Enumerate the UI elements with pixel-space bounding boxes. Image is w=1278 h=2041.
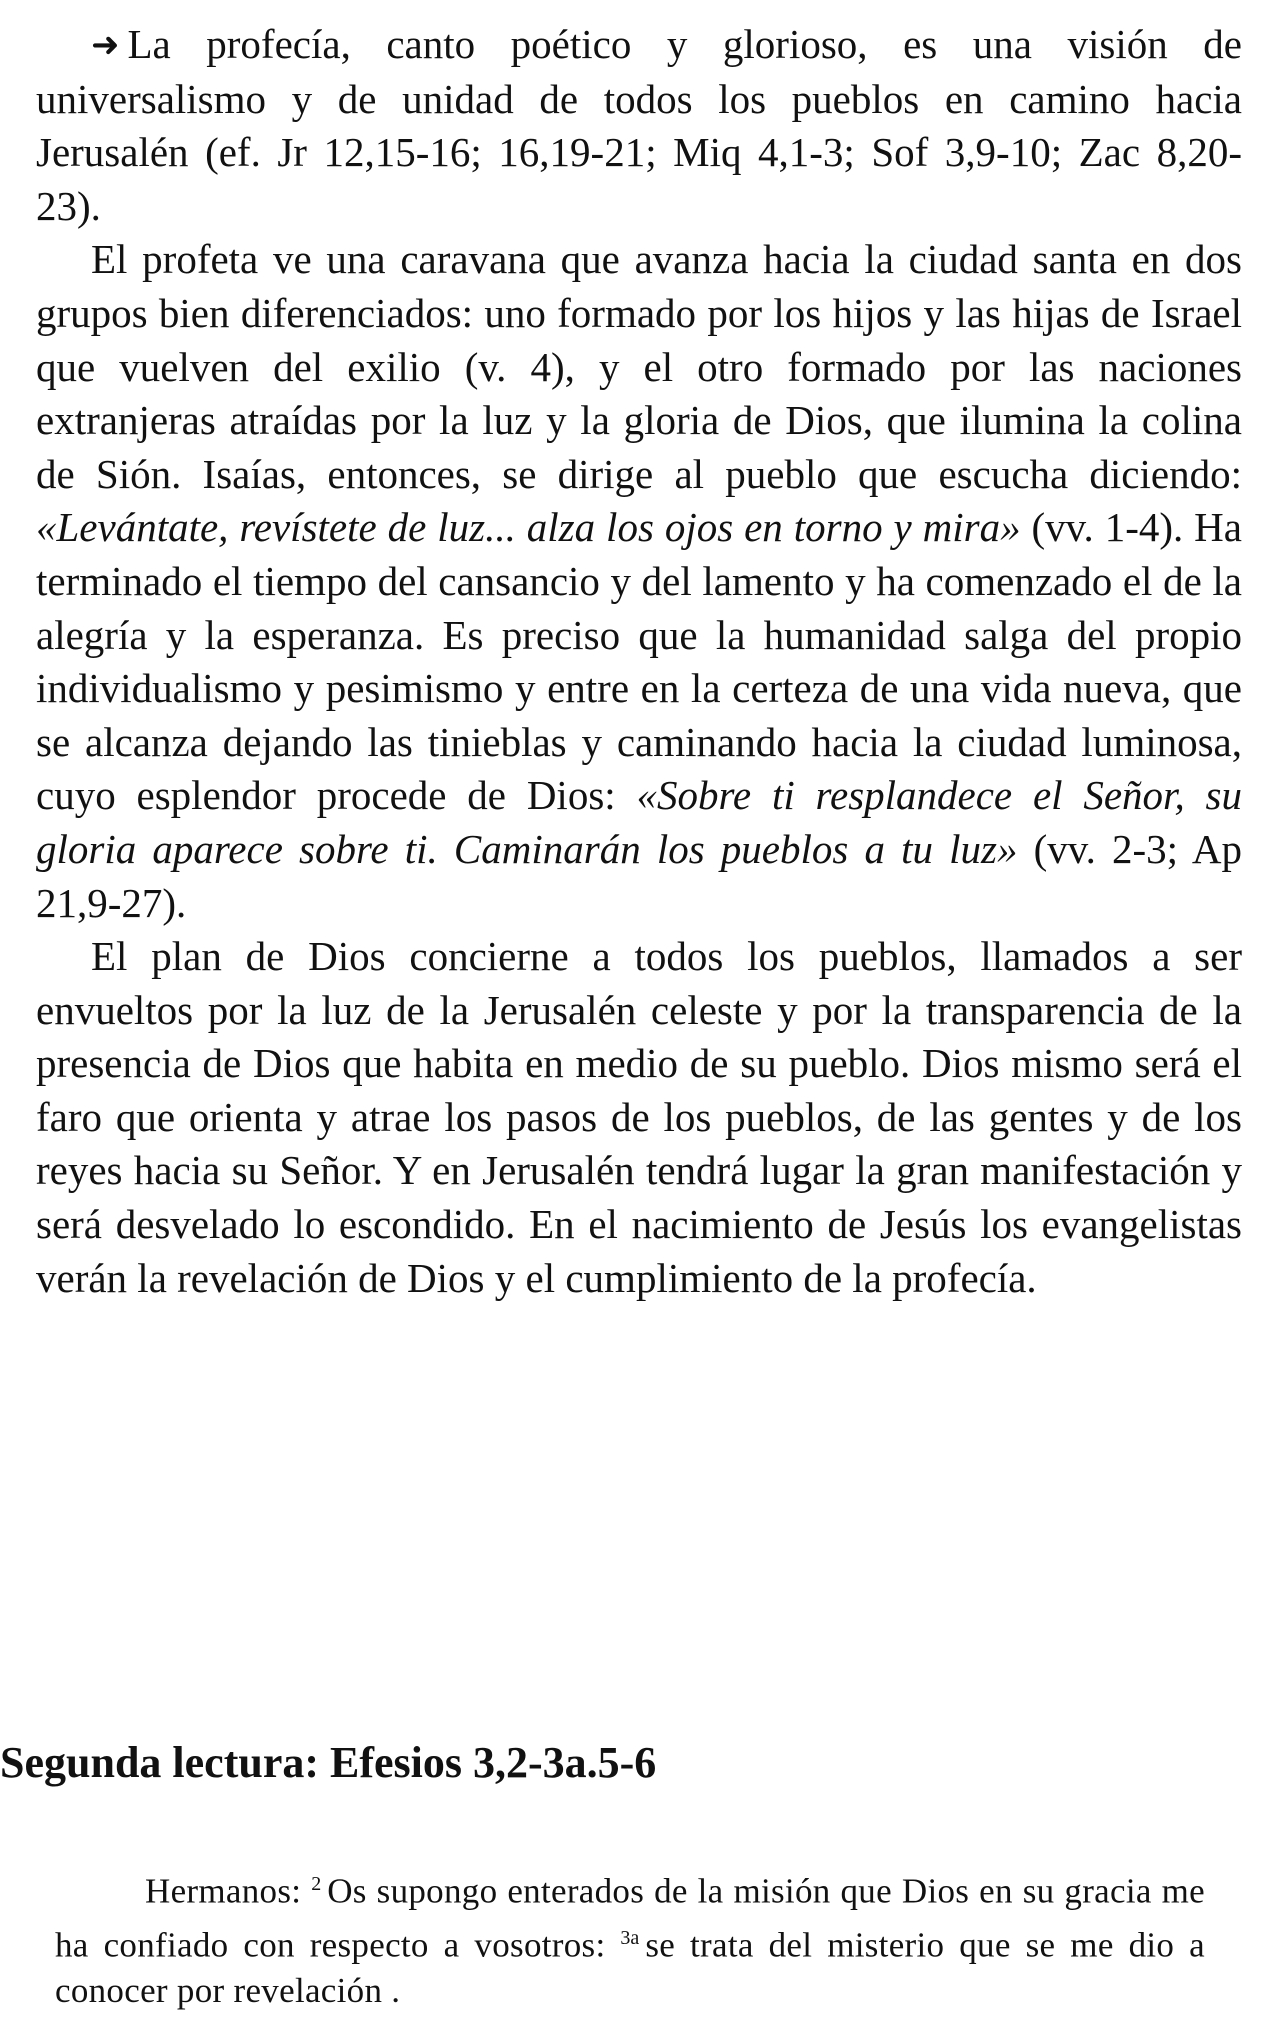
text-run: El plan de Dios concierne a todos los pueblos, llamados a ser envueltos por la luz de la Jerusalén celeste y por la transparencia de la presencia de Dios que habita en medio de su pueblo. Dios mismo será el faro que orienta y atrae los pasos de los pueblos, de las gentes y de los reyes hacia su Señor. Y en Jerusalén tendrá lugar la gran manifestación y será desvelado lo escondido. En el nacimiento de Jesús los evangelistas verán la revelación de Dios y el cumplimiento de la profecía. xyxy=(36,933,1242,1301)
paragraph-text xyxy=(36,21,1242,229)
commentary-page xyxy=(36,18,1242,1305)
text-run: (vv. 2-3; Ap 21,9-27). xyxy=(36,825,1242,926)
text-run: La profecía, canto poético y glorioso, es una visión de universalismo y de unidad de todos los pueblos en camino hacia Jerusalén (ef. Jr 12,15-16; 16,19-21; Miq 4,1-3; Sof 3,9-10; Zac 8,20-23). xyxy=(36,21,1242,229)
paragraph-text xyxy=(36,236,1242,925)
reading-text: se trata del misterio que se me dio a conocer por revelación . xyxy=(55,1925,1205,2011)
paragraph-text xyxy=(36,933,1242,1301)
paragraph-plan-of-god xyxy=(36,930,1242,1305)
verse-number: 3a xyxy=(620,1926,640,1949)
reading-text: Os supongo enterados de la misión que Dios en su gracia me ha confiado con respecto a vosotros: xyxy=(55,1871,1205,1965)
text-run: (vv. 1-4). Ha terminado el tiempo del cansancio y del lamento y ha comenzado el de la alegría y la esperanza. Es preciso que la humanidad salga del propio individualismo y pesimismo y entre en la certeza de una vida nueva, que se alcanza dejando las tinieblas y caminando hacia la ciudad luminosa, cuyo esplendor procede de Dios: xyxy=(36,504,1242,819)
section-title: Segunda lectura: Efesios 3,2-3a.5-6 xyxy=(0,1738,657,1787)
verse-number: 2 xyxy=(311,1873,322,1895)
text-run: El profeta ve una caravana que avanza hacia la ciudad santa en dos grupos bien diferenciados: uno formado por los hijos y las hijas de Israel que vuelven del exilio (v. 4), y el otro formado por las naciones extranjeras atraídas por la luz y la gloria de Dios, que ilumina la colina de Sión. Isaías, entonces, se dirige al pueblo que escucha diciendo: xyxy=(36,236,1242,497)
paragraph-prophecy-intro xyxy=(36,18,1242,233)
quoted-scripture: «Levántate, revístete de luz... alza los ojos en torno y mira» xyxy=(36,504,1021,551)
paragraph-caravan xyxy=(36,233,1242,930)
right-arrow-icon: ➜ xyxy=(91,25,120,65)
quoted-scripture: «Sobre ti resplandece el Señor, su gloria aparece sobre ti. Caminarán los pueblos a tu luz» xyxy=(36,772,1242,872)
second-reading-text xyxy=(55,1861,1205,2014)
reading-lead: Hermanos: xyxy=(145,1871,312,1911)
